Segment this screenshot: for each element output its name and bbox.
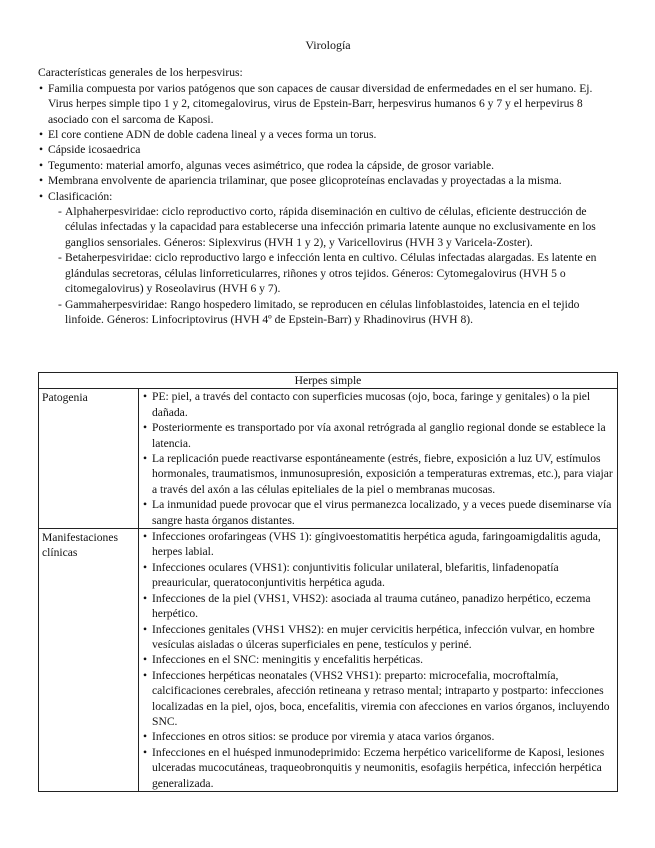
list-item: • Membrana envolvente de apariencia trilaminar, que posee glicoproteínas enclavadas y proyectadas a la misma. <box>38 173 618 188</box>
herpes-simple-table <box>38 372 618 792</box>
classification-gamma: - Gammaherpesviridae: Rango hospedero limitado, se reproducen en células linfoblastoides, latencia en el tejido linfoide. Géneros: Linfocriptovirus (HVH 4º de Epstein-Barr) y Rhadinovirus (HVH 8). <box>58 297 618 328</box>
table-header: Herpes simple <box>39 373 618 389</box>
characteristics-list <box>38 81 618 328</box>
classification-alpha: - Alphaherpesviridae: ciclo reproductivo corto, rápida diseminación en cultivo de células, eficiente destrucción de células infectadas y la capacidad para establecerse una infección primaria latente aunque no exclusivamente en los ganglios sensoriales. Géneros: Siplexvirus (HVH 1 y 2), y Varicellovirus (HVH 3 y Varicela-Zoster). <box>58 204 618 250</box>
list-item: • Infecciones de la piel (VHS1, VHS2): asociada al trauma cutáneo, panadizo herpético, eczema herpético. <box>142 591 613 622</box>
list-item: • El core contiene ADN de doble cadena lineal y a veces forma un torus. <box>38 127 618 142</box>
row-content-patogenia <box>139 389 618 529</box>
classification-beta: - Betaherpesviridae: ciclo reproductivo largo e infección lenta en cultivo. Células infectadas alargadas. Es latente en glándulas secretoras, células linforreticularres, riñones y otros tejidos. Géneros: Cytomegalovirus (HVH 5 o citomegalovirus) y Roseolavirus (HVH 6 y 7). <box>58 250 618 296</box>
classification-label: Clasificación: <box>48 189 113 203</box>
list-item: • Infecciones genitales (VHS1 VHS2): en mujer cervicitis herpética, infección vulvar, en hombre vesículas aisladas o úlceras superficiales en pene, testículos y periné. <box>142 622 613 653</box>
row-label-manifestaciones: Manifestaciones clínicas <box>39 529 139 792</box>
intro-heading: Características generales de los herpesvirus: <box>38 66 243 80</box>
list-item: • PE: piel, a través del contacto con superficies mucosas (ojo, boca, faringe y genitales) o la piel dañada. <box>142 389 613 420</box>
page-title: Virología <box>305 38 351 52</box>
table-row <box>39 389 618 529</box>
list-item: • Tegumento: material amorfo, algunas veces asimétrico, que rodea la cápside, de grosor variable. <box>38 158 618 173</box>
list-item: • Cápside icosaedrica <box>38 142 618 157</box>
list-item: • Infecciones en el SNC: meningitis y encefalitis herpéticas. <box>142 652 613 667</box>
list-item: • Infecciones en el huésped inmunodeprimido: Eczema herpético variceliforme de Kaposi, lesiones ulceradas mucocutáneas, traqueobronquitis y neumonitis, esofagiis herpética, infección herpética generalizada. <box>142 745 613 791</box>
table-header-row <box>39 373 618 389</box>
list-item: • Posteriormente es transportado por vía axonal retrógrada al ganglio regional donde se establece la latencia. <box>142 420 613 451</box>
table-row <box>39 529 618 792</box>
list-item: • La replicación puede reactivarse espontáneamente (estrés, fiebre, exposición a luz UV, estímulos hormonales, traumatismos, inmunosupresión, exposición a temperaturas extremas, etc.), para viajar a través del axón a las células epiteliales de la piel o membranas mucosas. <box>142 451 613 497</box>
list-item: • Familia compuesta por varios patógenos que son capaces de causar diversidad de enfermedades en el ser humano. Ej. Virus herpes simple tipo 1 y 2, citomegalovirus, virus de Epstein-Barr, herpesvirus humanos 6 y 7 y el herpevirus 8 asociado con el sarcoma de Kaposi. <box>38 81 618 127</box>
list-item: • Infecciones oculares (VHS1): conjuntivitis folicular unilateral, blefaritis, linfadenopatía preauricular, queratoconjuntivitis herpética aguda. <box>142 560 613 591</box>
row-content-manifestaciones <box>139 529 618 792</box>
document-page <box>38 38 618 327</box>
list-item: • Infecciones orofaringeas (VHS 1): gíngivoestomatitis herpética aguda, faringoamigdalitis aguda, herpes labial. <box>142 529 613 560</box>
row-label-patogenia: Patogenia <box>39 389 139 529</box>
classification-list <box>48 204 618 327</box>
list-item: • Infecciones herpéticas neonatales (VHS2 VHS1): preparto: microcefalia, mocroftalmía, calcificaciones cerebrales, afección retineana y retraso mental; intraparto y postparto: infecciones localizadas en la piel, ojos, boca, encefalitis, viremia con afecciones en varios órganos, incluyendo SNC. <box>142 668 613 730</box>
list-item: • Infecciones en otros sitios: se produce por viremia y ataca varios órganos. <box>142 729 613 744</box>
list-item: • La inmunidad puede provocar que el virus permanezca localizado, y a veces puede diseminarse vía sangre hasta órganos distantes. <box>142 497 613 528</box>
classification-item <box>38 189 618 328</box>
